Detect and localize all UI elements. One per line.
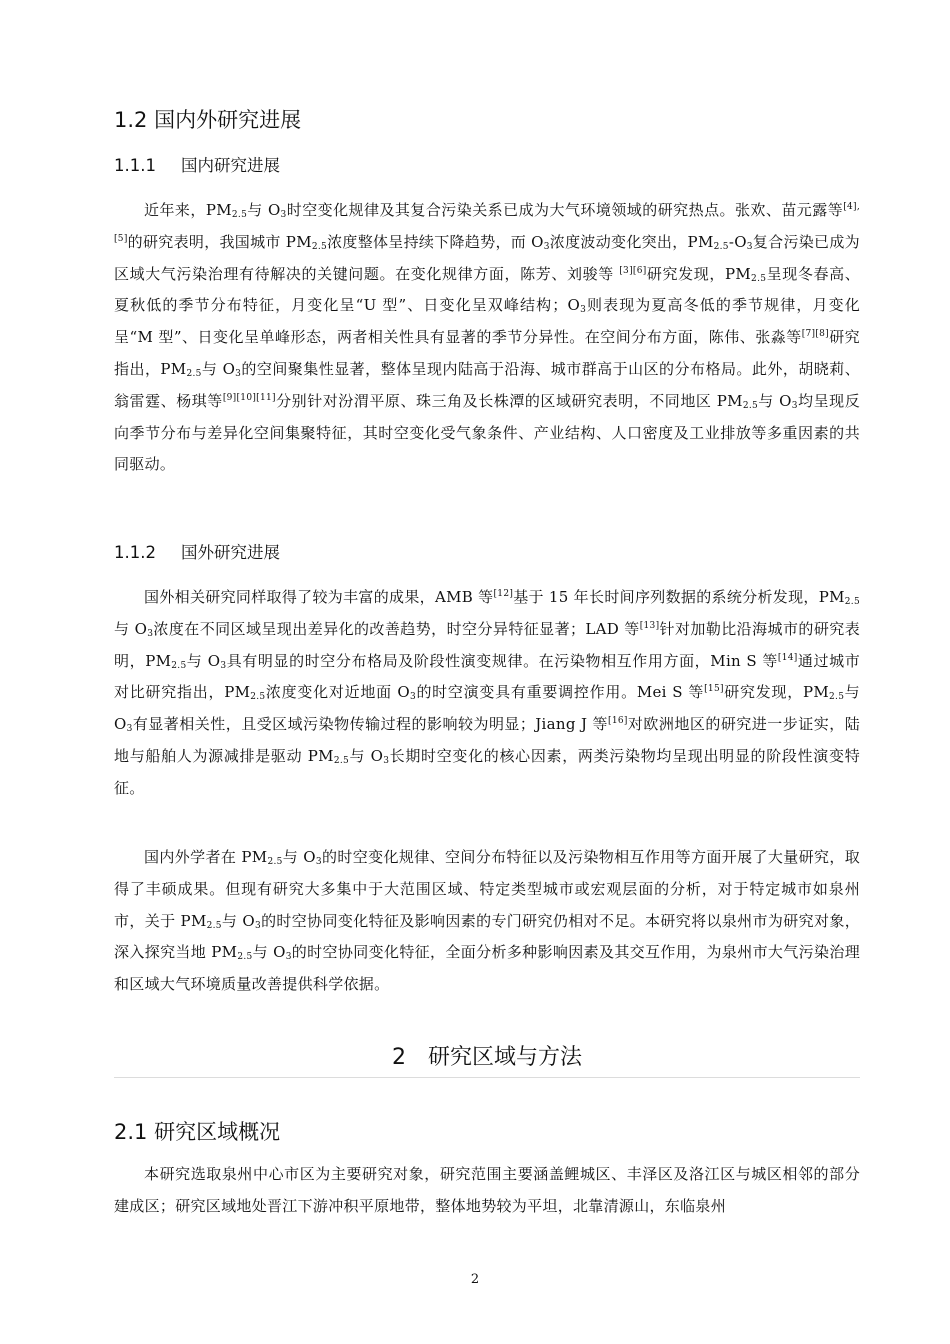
chapter-heading-2 — [114, 1040, 860, 1071]
subsection-heading-1-1-2 — [114, 539, 280, 563]
citation: [16] — [608, 716, 628, 727]
subsection-heading-1-1-1 — [114, 152, 280, 176]
chapter-number: 2 — [391, 1045, 406, 1070]
citation: [7][8] — [801, 329, 829, 340]
citation: [13] — [639, 620, 660, 631]
section-heading-2-1: 2.1 研究区域概况 — [114, 1120, 281, 1144]
paragraph-foreign-research: 国外相关研究同样取得了较为丰富的成果，AMB 等[12]基于 15 年长时间序列数据的系统分析发现，$PM_{2.5}$与 $O_3$浓度在不同区域呈现出差异化的改善趋势，时空分异特征显著；LAD 等[13]针对加勒比沿海城市的研究表明，$PM_{2.5}$与 $O_3$具有明显的时空分布格局及阶段性演变规律。在污染物相互作用方面，Min S 等[14]通过城市对比研究指出，$PM_{2.5}$浓度变化对近地面 $O_3$的时空演变具有重要调控作用。Mei S 等[15]研究发现，$PM_{2.5}$与 $O_3$有显著相关性，且受区域污染物传输过程的影响较为明显；Jiang J 等[16]对欧洲地区的研究进一步证实，陆地与船舶人为源减排是驱动 $PM_{2.5}$与 $O_3$长期时空变化的核心因素，两类污染物均呈现出明显的阶段性演变特征。 — [114, 588, 861, 797]
citation: [3][6] — [619, 265, 647, 276]
subsection-title: 国内研究进展 — [181, 156, 280, 175]
paragraph-summary: 国内外学者在 $PM_{2.5}$与 $O_3$的时空变化规律、空间分布特征以及污染物相互作用等方面开展了大量研究，取得了丰硕成果。但现有研究大多集中于大范围区域、特定类型城市或宏观层面的分析，对于特定城市如泉州市，关于 $PM_{2.5}$与 $O_3$的时空协同变化特征及影响因素的专门研究仍相对不足。本研究将以泉州市为研究对象，深入探究当地 $PM_{2.5}$与 $O_3$的时空协同变化特征，全面分析多种影响因素及其交互作用，为泉州市大气污染治理和区域大气环境质量改善提供科学依据。 — [114, 848, 861, 994]
section-heading-1-2: 1.2 国内外研究进展 — [114, 108, 302, 132]
chapter-divider — [114, 1077, 860, 1078]
subsection-title: 国外研究进展 — [181, 543, 280, 562]
citation: [14] — [777, 652, 798, 663]
page-number: 2 — [470, 1272, 480, 1287]
paragraph-study-area: 本研究选取泉州中心市区为主要研究对象，研究范围主要涵盖鲤城区、丰泽区及洛江区与城区相邻的部分建成区；研究区域地处晋江下游冲积平原地带，整体地势较为平坦，北靠清源山，东临泉州 — [114, 1165, 860, 1215]
citation: [12] — [493, 589, 514, 599]
paragraph-domestic-research: 近年来，$PM_{2.5}$与 $O_3$时空变化规律及其复合污染关系已成为大气环境领域的研究热点。张欢、苗元露等[4],[5]的研究表明，我国城市 $PM_{2.5}$浓度整体呈持续下降趋势，而 $O_3$浓度波动变化突出，$PM_{2.5}-O_3$复合污染已成为区域大气污染治理有待解决的关键问题。在变化规律方面，陈芳、刘骏等 [3][6]研究发现，$PM_{2.5}$呈现冬春高、夏秋低的季节分布特征，月变化呈“U 型”、日变化呈双峰结构；$O_3$则表现为夏高冬低的季节规律，月变化呈“M 型”、日变化呈单峰形态，两者相关性具有显著的季节分异性。在空间分布方面，陈伟、张淼等[7][8]研究指出，$PM_{2.5}$与 $O_3$的空间聚集性显著，整体呈现内陆高于沿海、城市群高于山区的分布格局。此外，胡晓莉、翁雷霆、杨琪等[9][10][11]分别针对汾渭平原、珠三角及长株潭的区域研究表明，不同地区 $PM_{2.5}$与 $O_3$均呈现反向季节分布与差异化空间集聚特征，其时空变化受气象条件、产业结构、人口密度及工业排放等多重因素的共同驱动。 — [114, 201, 861, 474]
subsection-number: 1.1.2 — [114, 543, 156, 562]
subsection-number: 1.1.1 — [114, 156, 156, 175]
citation: [4],[5] — [114, 202, 860, 244]
citation: [15] — [704, 684, 724, 695]
chapter-title: 研究区域与方法 — [427, 1045, 582, 1070]
citation: [9][10][11] — [222, 392, 276, 403]
